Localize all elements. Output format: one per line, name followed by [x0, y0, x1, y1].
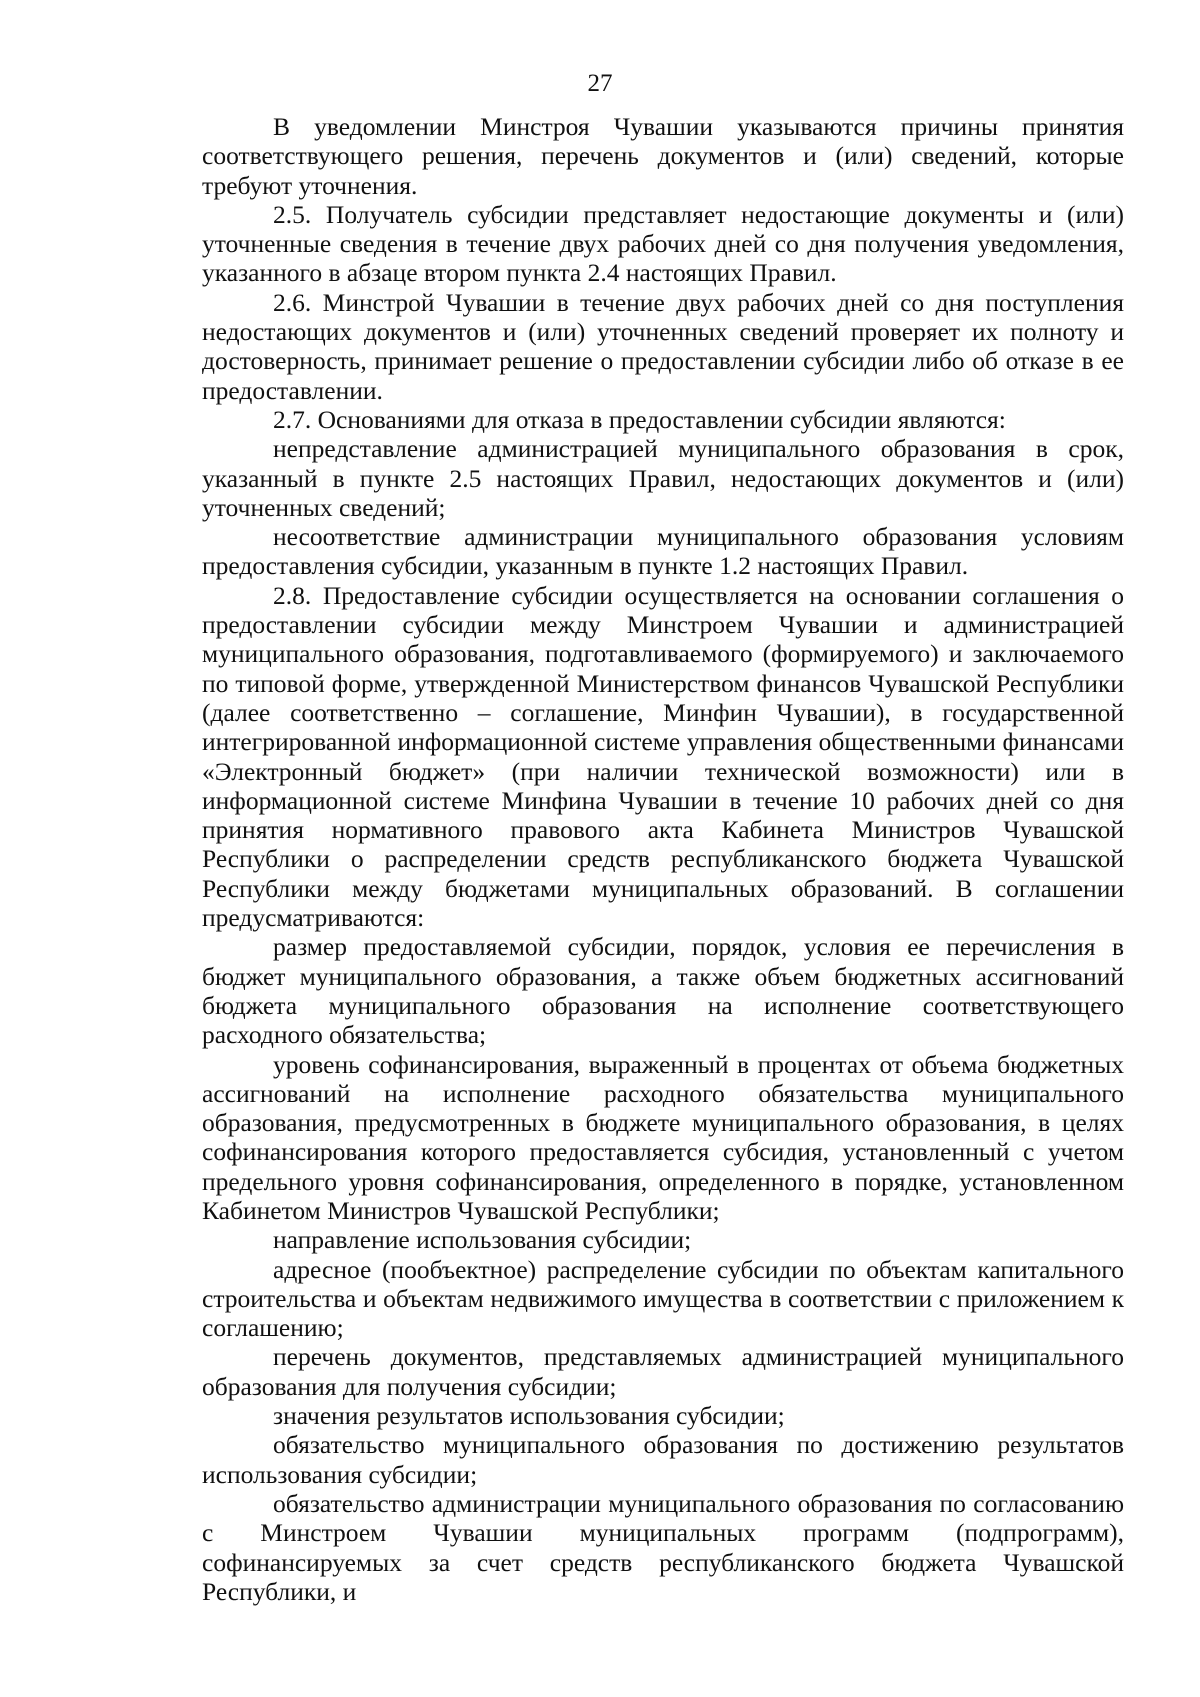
paragraph: непредставление администрацией муниципального образования в срок, указанный в пункте 2.5 настоящих Правил, недостающих документов и (или) уточненных сведений; [202, 434, 1124, 522]
paragraph: 2.5. Получатель субсидии представляет недостающие документы и (или) уточненные сведения в течение двух рабочих дней со дня получения уведомления, указанного в абзаце втором пункта 2.4 настоящих Правил. [202, 199, 1124, 288]
paragraph: направление использования субсидии; [273, 1225, 692, 1255]
paragraph: значения результатов использования субсидии; [273, 1401, 785, 1431]
paragraph: перечень документов, представляемых администрацией муниципального образования для получения субсидии; [202, 1342, 1124, 1401]
paragraph: адресное (пообъектное) распределение субсидии по объектам капитального строительства и объектам недвижимого имущества в соответствии с приложением к соглашению; [202, 1254, 1124, 1343]
paragraph: В уведомлении Минстроя Чувашии указываются причины принятия соответствующего решения, перечень документов и (или) сведений, которые требуют уточнения. [202, 112, 1124, 200]
document-body [202, 112, 1124, 1606]
paragraph: 2.6. Минстрой Чувашии в течение двух рабочих дней со дня поступления недостающих документов и (или) уточненных сведений проверяет их полноту и достоверность, принимает решение о предоставлении субсидии либо об отказе в ее предоставлении. [202, 287, 1124, 405]
paragraph: обязательство муниципального образования по достижению результатов использования субсидии; [202, 1430, 1124, 1489]
paragraph: несоответствие администрации муниципального образования условиям предоставления субсидии, указанным в пункте 1.2 настоящих Правил. [202, 522, 1124, 581]
paragraph: размер предоставляемой субсидии, порядок, условия ее перечисления в бюджет муниципального образования, а также объем бюджетных ассигнований бюджета муниципального образования на исполнение соответствующего расходного обязательства; [202, 932, 1124, 1050]
page-number: 27 [587, 70, 613, 97]
paragraph: уровень софинансирования, выраженный в процентах от объема бюджетных ассигнований на исполнение расходного обязательства муниципального образования, предусмотренных в бюджете муниципального образования, в целях софинансирования которого предоставляется субсидия, установленный с учетом предельного уровня софинансирования, определенного в порядке, установленном Кабинетом Министров Чувашской Республики; [202, 1049, 1124, 1225]
paragraph: 2.8. Предоставление субсидии осуществляется на основании соглашения о предоставлении субсидии между Минстроем Чувашии и администрацией муниципального образования, подготавливаемого (формируемого) и заключаемого по типовой форме, утвержденной Министерством финансов Чувашской Республики (далее соответственно – соглашение, Минфин Чувашии), в государственной интегрированной информационной системе управления общественными финансами «Электронный бюджет» (при наличии технической возможности) или в информационной системе Минфина Чувашии в течение 10 рабочих дней со дня принятия нормативного правового акта Кабинета Министров Чувашской Республики о распределении средств республиканского бюджета Чувашской Республики между бюджетами муниципальных образований. В соглашении предусматриваются: [202, 580, 1124, 933]
paragraph: обязательство администрации муниципального образования по согласованию с Минстроем Чувашии муниципальных программ (подпрограмм), софинансируемых за счет средств республиканского бюджета Чувашской Республики, и [202, 1488, 1124, 1606]
paragraph: 2.7. Основаниями для отказа в предоставлении субсидии являются: [273, 404, 1006, 434]
